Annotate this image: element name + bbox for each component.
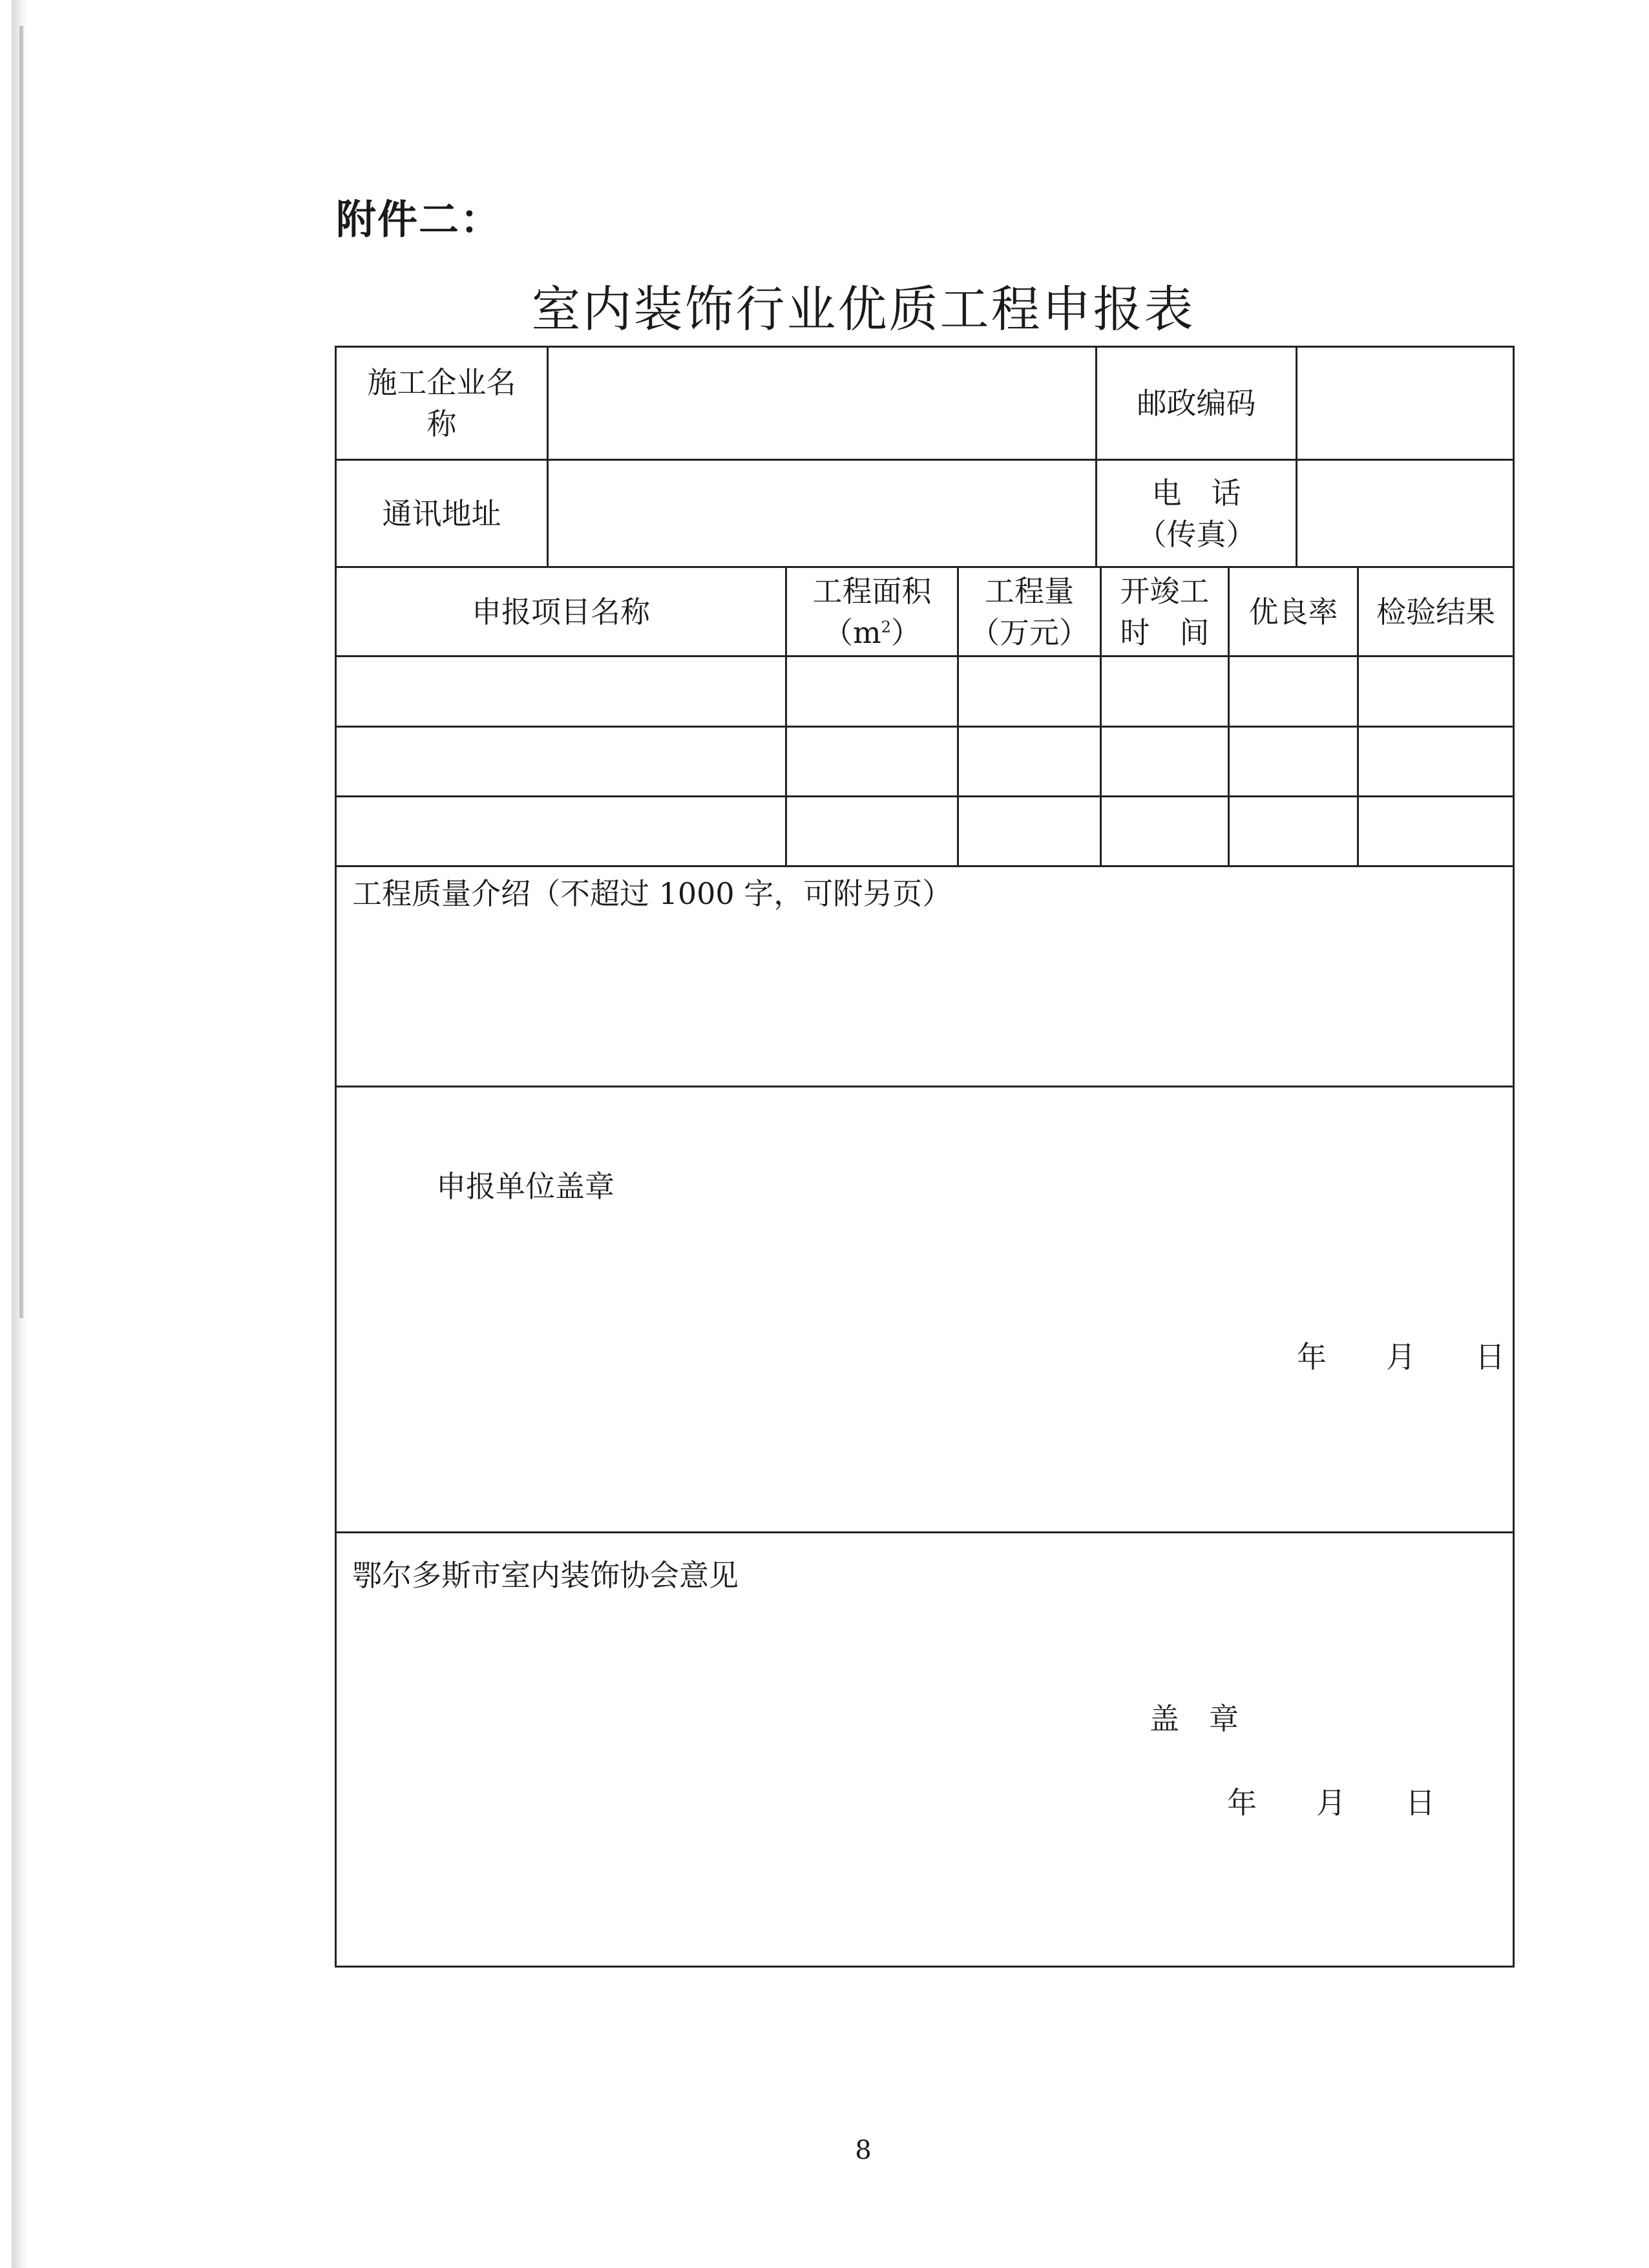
- company-name-label-line1: 施工企业名: [367, 365, 516, 400]
- row-divider: [337, 1086, 1513, 1087]
- row-divider: [337, 1531, 1513, 1533]
- association-seal-label: 盖 章: [1150, 1701, 1239, 1736]
- phone-fax-label: [1097, 461, 1296, 566]
- quality-intro-label: 工程质量介绍（不超过 1000 字，可附另页）: [352, 876, 952, 911]
- scan-edge-line: [19, 26, 23, 1318]
- address-label: 通讯地址: [382, 496, 501, 531]
- row-divider: [337, 865, 1513, 867]
- company-name-field[interactable]: [549, 348, 1095, 459]
- col-header-amount: [959, 568, 1100, 655]
- col-header-amount-line1: 工程量: [985, 573, 1074, 609]
- col-header-area-line1: 工程面积: [812, 573, 932, 609]
- applicant-date: 年 月 日: [1297, 1339, 1505, 1374]
- col-header-amount-unit: （万元）: [970, 614, 1089, 650]
- association-opinion-label: 鄂尔多斯市室内装饰协会意见: [352, 1558, 739, 1593]
- col-header-inspection-result: 检验结果: [1376, 594, 1495, 629]
- association-date: 年 月 日: [1227, 1785, 1435, 1820]
- application-form-table: [335, 346, 1515, 1968]
- col-header-dates-line2: 时 间: [1120, 614, 1210, 650]
- phone-fax-field[interactable]: [1297, 461, 1513, 566]
- company-name-label: [337, 348, 547, 459]
- postal-code-field[interactable]: [1297, 348, 1513, 459]
- col-header-area: [787, 568, 957, 655]
- col-header-area-unit: $(m^2)$: [823, 614, 921, 650]
- col-header-excellence-rate: 优良率: [1248, 594, 1338, 629]
- col-header-dates: [1102, 568, 1228, 655]
- attachment-label: 附件二：: [336, 196, 502, 243]
- project-row-3[interactable]: [337, 797, 1513, 865]
- page-number: 8: [855, 2136, 872, 2165]
- applicant-seal-label: 申报单位盖章: [436, 1169, 614, 1204]
- col-header-project-name: 申报项目名称: [472, 594, 650, 629]
- fax-label: （传真）: [1137, 516, 1256, 552]
- phone-label: 电 话: [1151, 475, 1241, 510]
- col-header-dates-line1: 开竣工: [1120, 573, 1210, 609]
- company-name-label-line2: 称: [426, 406, 457, 441]
- project-row-2[interactable]: [337, 728, 1513, 795]
- address-field[interactable]: [549, 461, 1095, 566]
- project-row-1[interactable]: [337, 657, 1513, 726]
- postal-code-label: 邮政编码: [1137, 386, 1256, 421]
- form-title: 室内装饰行业优质工程申报表: [531, 280, 1195, 338]
